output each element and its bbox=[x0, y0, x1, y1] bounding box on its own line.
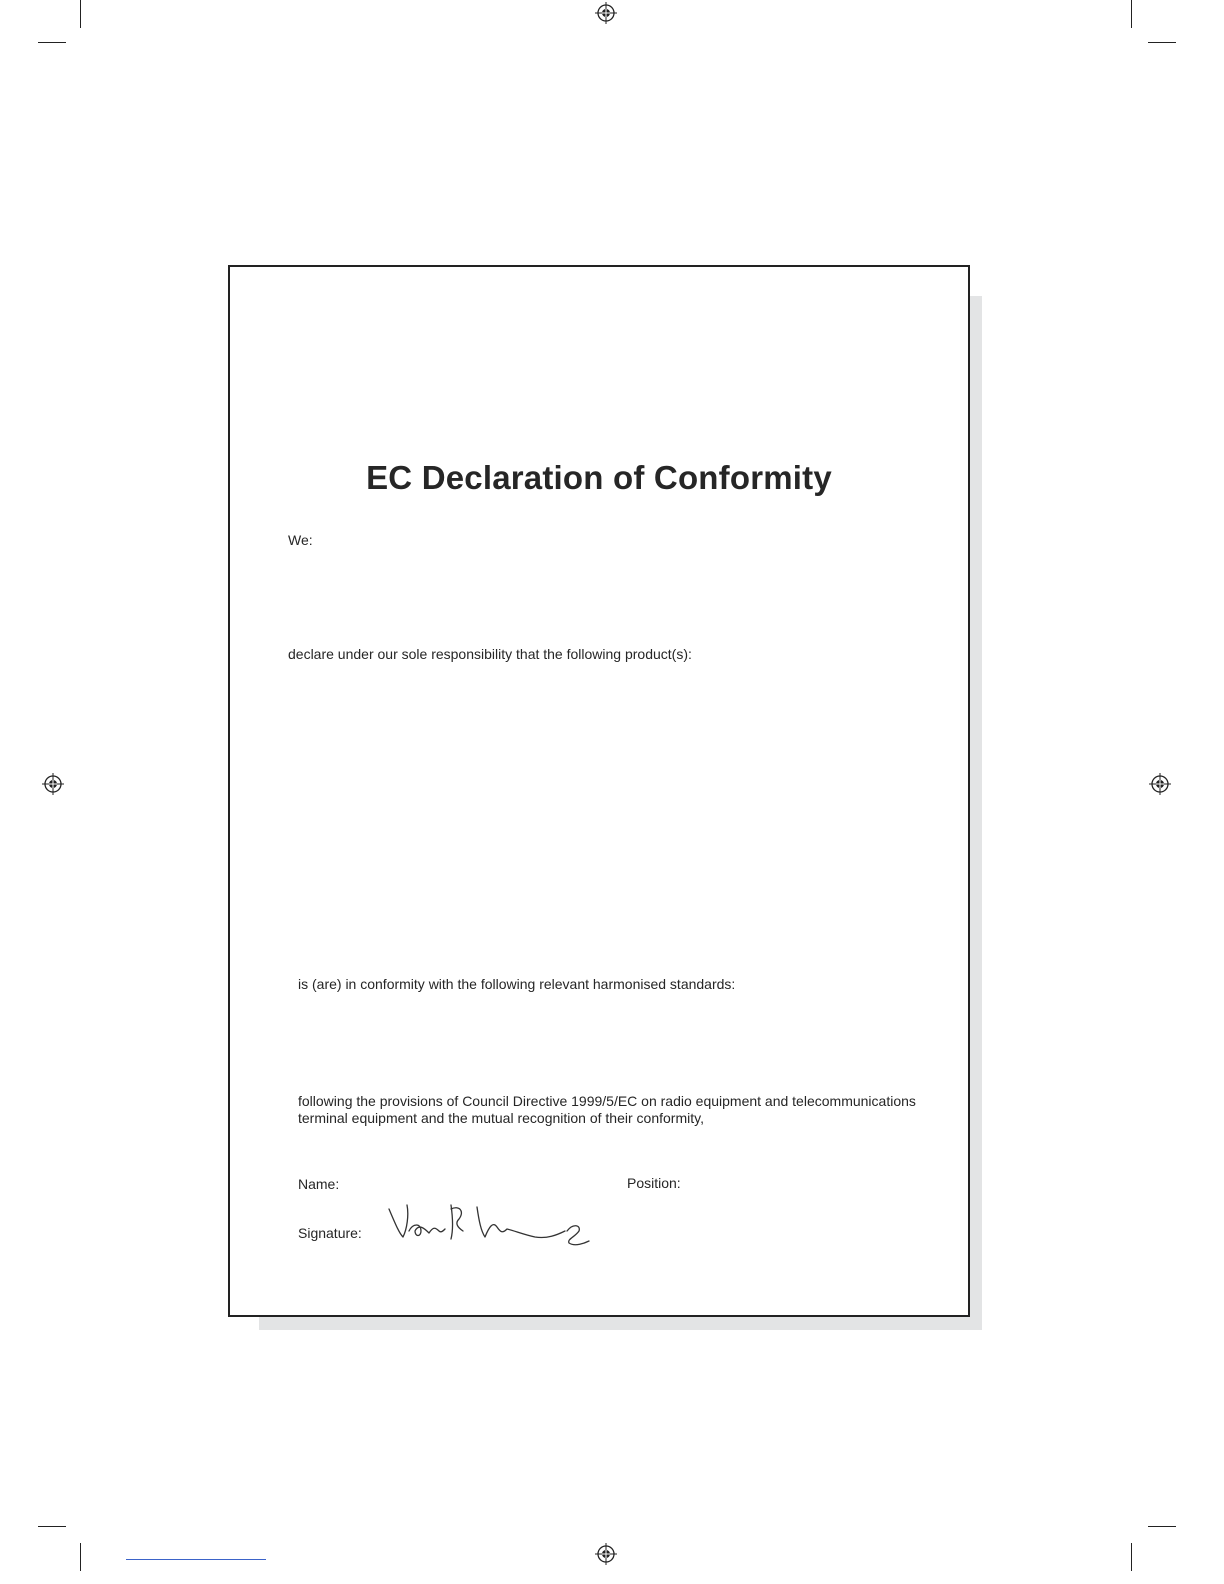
crop-mark-top-left-vertical bbox=[80, 0, 81, 28]
position-label: Position: bbox=[627, 1175, 681, 1191]
provisions-line-1: following the provisions of Council Directive 1999/5/EC on radio equipment and telecommunications bbox=[298, 1093, 916, 1109]
signature-label: Signature: bbox=[298, 1225, 362, 1241]
registration-mark-icon bbox=[595, 1543, 617, 1565]
conformity-statement: is (are) in conformity with the following relevant harmonised standards: bbox=[298, 976, 736, 992]
crop-mark-bottom-right-horizontal bbox=[1148, 1526, 1176, 1527]
registration-mark-icon bbox=[1149, 773, 1171, 795]
name-label: Name: bbox=[298, 1176, 340, 1192]
registration-mark-icon bbox=[42, 773, 64, 795]
crop-mark-bottom-left-horizontal bbox=[38, 1526, 66, 1527]
registration-mark-icon bbox=[595, 2, 617, 24]
crop-mark-top-right-horizontal bbox=[1148, 42, 1176, 43]
link-underline bbox=[126, 1559, 266, 1560]
crop-mark-top-left-horizontal bbox=[38, 42, 66, 43]
we-label: We: bbox=[288, 532, 313, 548]
crop-mark-bottom-left-vertical bbox=[80, 1543, 81, 1571]
provisions-line-2: terminal equipment and the mutual recognition of their conformity, bbox=[298, 1110, 704, 1126]
declaration-card bbox=[228, 265, 970, 1317]
handwritten-signature bbox=[385, 1201, 590, 1253]
declare-statement: declare under our sole responsibility that the following product(s): bbox=[288, 646, 692, 662]
crop-mark-top-right-vertical bbox=[1131, 0, 1132, 28]
page-title: EC Declaration of Conformity bbox=[366, 459, 832, 496]
crop-mark-bottom-right-vertical bbox=[1131, 1543, 1132, 1571]
